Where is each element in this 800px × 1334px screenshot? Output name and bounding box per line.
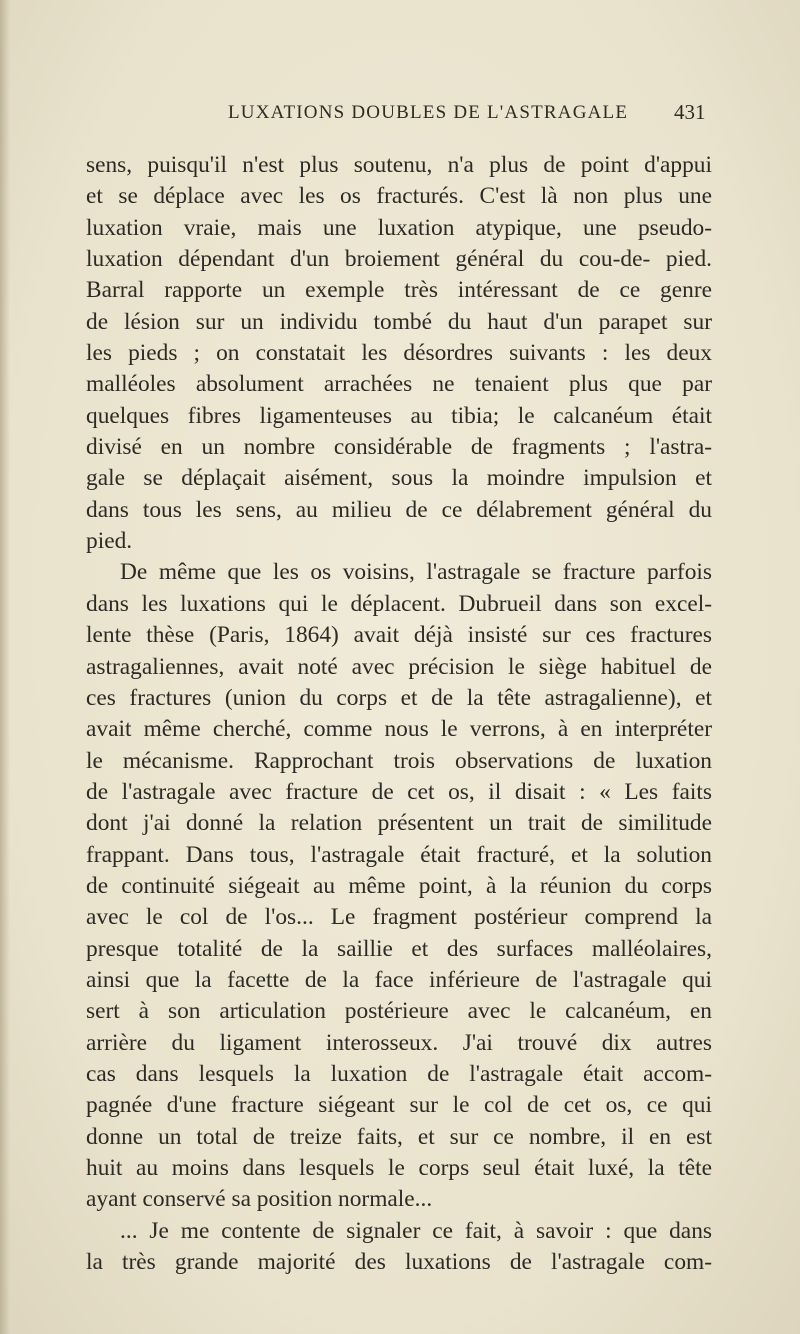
text-line: cas dans lesquels la luxation de l'astragale était accom- [86, 1060, 712, 1087]
text-line: luxation dépendant d'un broiement général du cou-de- pied. [86, 246, 712, 273]
text-line: avec le col de l'os... Le fragment postérieur comprend la [86, 904, 712, 931]
text-line: de continuité siégeait au même point, à la réunion du corps [86, 872, 712, 899]
text-line: le mécanisme. Rapprochant trois observations de luxation [86, 747, 712, 774]
text-line: la très grande majorité des luxations de l'astragale com- [86, 1249, 712, 1276]
text-line: divisé en un nombre considérable de fragments ; l'astra- [86, 434, 712, 461]
text-line: dont j'ai donné la relation présentent un trait de similitude [86, 810, 712, 837]
text-line: frappant. Dans tous, l'astragale était fracturé, et la solution [86, 841, 712, 868]
text-line: lente thèse (Paris, 1864) avait déjà insisté sur ces fractures [86, 622, 712, 649]
body-text [86, 150, 712, 1278]
text-line: presque totalité de la saillie et des surfaces malléolaires, [86, 935, 712, 962]
page-edge-shadow [0, 0, 10, 1334]
text-line: ces fractures (union du corps et de la tête astragalienne), et [86, 684, 712, 711]
text-line: quelques fibres ligamenteuses au tibia; le calcanéum était [86, 402, 712, 429]
text-line: Barral rapporte un exemple très intéressant de ce genre [86, 277, 712, 304]
text-line: avait même cherché, comme nous le verrons, à en interpréter [86, 716, 712, 743]
text-line: malléoles absolument arrachées ne tenaient plus que par [86, 371, 712, 398]
text-line: dans tous les sens, au milieu de ce délabrement général du [86, 496, 712, 523]
text-line: de lésion sur un individu tombé du haut d'un parapet sur [86, 308, 712, 335]
text-line: ... Je me contente de signaler ce fait, à savoir : que dans [120, 1217, 712, 1244]
text-line: huit au moins dans lesquels le corps seul était luxé, la tête [86, 1155, 712, 1181]
text-line: dans les luxations qui le déplacent. Dubrueil dans son excel- [86, 590, 712, 617]
text-line: sert à son articulation postérieure avec le calcanéum, en [86, 998, 712, 1025]
text-line: sens, puisqu'il n'est plus soutenu, n'a plus de point d'appui [86, 152, 712, 178]
text-line: de l'astragale avec fracture de cet os, il disait : « Les faits [86, 778, 712, 805]
running-head-title: LUXATIONS DOUBLES DE L'ASTRAGALE [228, 102, 629, 123]
text-line: et se déplace avec les os fracturés. C'est là non plus une [86, 183, 712, 210]
text-line: donne un total de treize faits, et sur ce nombre, il en est [86, 1123, 712, 1150]
text-line: astragaliennes, avait noté avec précision le siège habituel de [86, 653, 712, 680]
text-line: ayant conservé sa position normale... [86, 1186, 433, 1213]
text-line: ainsi que la facette de la face inférieure de l'astragale qui [86, 966, 712, 993]
running-head [0, 102, 800, 132]
text-line: pagnée d'une fracture siégeant sur le col de cet os, ce qui [86, 1092, 712, 1119]
text-line: arrière du ligament interosseux. J'ai trouvé dix autres [86, 1029, 712, 1056]
text-line: les pieds ; on constatait les désordres suivants : les deux [86, 340, 712, 367]
text-line: De même que les os voisins, l'astragale se fracture parfois [120, 559, 712, 586]
text-line: pied. [86, 528, 133, 555]
page-number: 431 [674, 100, 706, 124]
text-line: gale se déplaçait aisément, sous la moindre impulsion et [86, 465, 712, 492]
text-line: luxation vraie, mais une luxation atypique, une pseudo- [86, 214, 712, 241]
